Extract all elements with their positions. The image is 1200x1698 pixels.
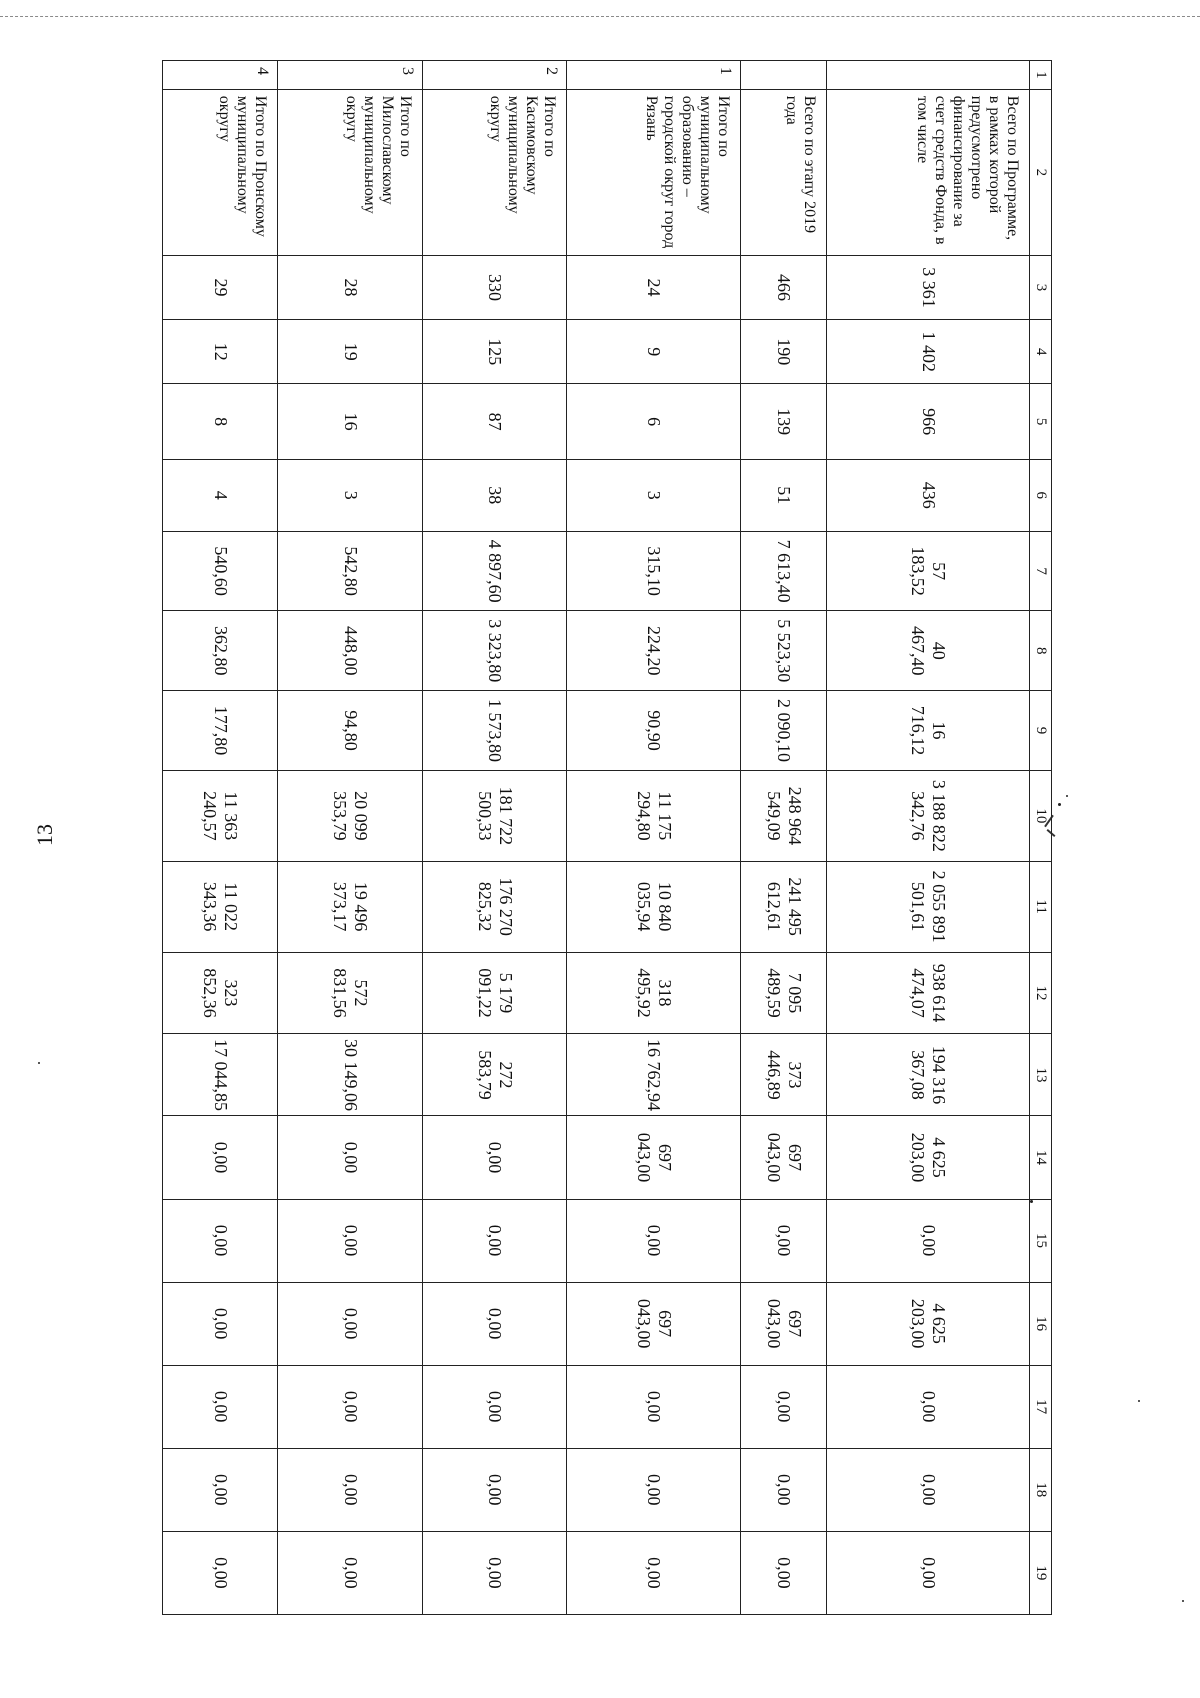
value-cell: 8	[163, 384, 278, 459]
value-cell: 0,00	[163, 1282, 278, 1365]
value-cell: 323 852,36	[163, 952, 278, 1034]
value-cell: 3	[278, 459, 423, 531]
value-cell: 0,00	[567, 1448, 741, 1531]
row-number-cell	[827, 61, 1030, 90]
value-cell: 17 044,85	[163, 1034, 278, 1116]
value-cell: 248 964 549,09	[741, 770, 827, 861]
value-cell: 540,60	[163, 531, 278, 611]
value-cell: 7 095 489,59	[741, 952, 827, 1034]
page-number: 13	[32, 824, 57, 846]
value-cell: 0,00	[278, 1365, 423, 1448]
column-number: 9	[1030, 691, 1052, 771]
value-cell: 38	[422, 459, 567, 531]
scan-speck	[1138, 1400, 1140, 1402]
value-cell: 0,00	[741, 1531, 827, 1614]
value-cell: 0,00	[741, 1448, 827, 1531]
value-cell: 24	[567, 255, 741, 319]
value-cell: 0,00	[827, 1448, 1030, 1531]
value-cell: 697 043,00	[567, 1116, 741, 1199]
value-cell: 181 722 500,33	[422, 770, 567, 861]
value-cell: 2 055 891 501,61	[827, 861, 1030, 952]
value-cell: 90,90	[567, 691, 741, 771]
value-cell: 16 762,94	[567, 1034, 741, 1116]
value-cell: 0,00	[422, 1365, 567, 1448]
value-cell: 3	[567, 459, 741, 531]
value-cell: 330	[422, 255, 567, 319]
value-cell: 0,00	[422, 1116, 567, 1199]
row-name-cell: Итого по Пронскому муниципальному округу	[163, 89, 278, 255]
column-number: 15	[1030, 1199, 1052, 1282]
value-cell: 51	[741, 459, 827, 531]
row-number-cell: 3	[278, 61, 423, 90]
value-cell: 436	[827, 459, 1030, 531]
scan-speck	[38, 1062, 40, 1064]
value-cell: 0,00	[567, 1199, 741, 1282]
column-number: 11	[1030, 861, 1052, 952]
value-cell: 10 840 035,94	[567, 861, 741, 952]
value-cell: 0,00	[278, 1531, 423, 1614]
value-cell: 1 402	[827, 320, 1030, 384]
scan-speck	[1058, 803, 1061, 806]
column-number: 13	[1030, 1034, 1052, 1116]
value-cell: 272 583,79	[422, 1034, 567, 1116]
value-cell: 0,00	[422, 1531, 567, 1614]
value-cell: 11 363 240,57	[163, 770, 278, 861]
value-cell: 697 043,00	[741, 1116, 827, 1199]
value-cell: 966	[827, 384, 1030, 459]
value-cell: 0,00	[422, 1282, 567, 1365]
value-cell: 0,00	[827, 1199, 1030, 1282]
column-number: 19	[1030, 1531, 1052, 1614]
value-cell: 28	[278, 255, 423, 319]
program-funding-table	[162, 60, 1052, 1615]
value-cell: 362,80	[163, 611, 278, 691]
value-cell: 0,00	[278, 1448, 423, 1531]
value-cell: 4 897,60	[422, 531, 567, 611]
value-cell: 697 043,00	[567, 1282, 741, 1365]
value-cell: 11 175 294,80	[567, 770, 741, 861]
value-cell: 3 188 822 342,76	[827, 770, 1030, 861]
value-cell: 12	[163, 320, 278, 384]
value-cell: 9	[567, 320, 741, 384]
value-cell: 2 090,10	[741, 691, 827, 771]
value-cell: 16 716,12	[827, 691, 1030, 771]
column-number: 14	[1030, 1116, 1052, 1199]
table-row	[278, 61, 423, 1615]
value-cell: 373 446,89	[741, 1034, 827, 1116]
table-row	[741, 61, 827, 1615]
value-cell: 0,00	[422, 1199, 567, 1282]
column-number: 16	[1030, 1282, 1052, 1365]
row-name-cell: Всего по этапу 2019 года	[741, 89, 827, 255]
column-number: 6	[1030, 459, 1052, 531]
value-cell: 176 270 825,32	[422, 861, 567, 952]
column-number: 8	[1030, 611, 1052, 691]
column-number: 17	[1030, 1365, 1052, 1448]
value-cell: 0,00	[278, 1116, 423, 1199]
value-cell: 318 495,92	[567, 952, 741, 1034]
value-cell: 3 361	[827, 255, 1030, 319]
value-cell: 40 467,40	[827, 611, 1030, 691]
value-cell: 87	[422, 384, 567, 459]
value-cell: 0,00	[163, 1531, 278, 1614]
scan-edge-line	[0, 16, 1200, 17]
table-row	[422, 61, 567, 1615]
value-cell: 0,00	[422, 1448, 567, 1531]
value-cell: 19	[278, 320, 423, 384]
row-name-cell: Итого по муниципальному образованию – городской округ город Рязань	[567, 89, 741, 255]
value-cell: 194 316 367,08	[827, 1034, 1030, 1116]
value-cell: 139	[741, 384, 827, 459]
value-cell: 0,00	[741, 1365, 827, 1448]
row-number-cell: 4	[163, 61, 278, 90]
row-name-cell: Итого по Милославскому муниципальному округу	[278, 89, 423, 255]
table-row	[567, 61, 741, 1615]
row-number-cell: 2	[422, 61, 567, 90]
value-cell: 20 099 353,79	[278, 770, 423, 861]
value-cell: 7 613,40	[741, 531, 827, 611]
value-cell: 0,00	[741, 1199, 827, 1282]
value-cell: 30 149,06	[278, 1034, 423, 1116]
value-cell: 125	[422, 320, 567, 384]
table-body	[163, 61, 1030, 1615]
value-cell: 4 625 203,00	[827, 1282, 1030, 1365]
value-cell: 0,00	[163, 1448, 278, 1531]
value-cell: 224,20	[567, 611, 741, 691]
column-number: 12	[1030, 952, 1052, 1034]
column-number: 18	[1030, 1448, 1052, 1531]
value-cell: 1 573,80	[422, 691, 567, 771]
value-cell: 572 831,56	[278, 952, 423, 1034]
value-cell: 0,00	[163, 1116, 278, 1199]
value-cell: 57 183,52	[827, 531, 1030, 611]
value-cell: 466	[741, 255, 827, 319]
value-cell: 4	[163, 459, 278, 531]
row-number-cell	[741, 61, 827, 90]
value-cell: 938 614 474,07	[827, 952, 1030, 1034]
scan-speck	[1182, 1600, 1184, 1602]
table-row	[163, 61, 278, 1615]
value-cell: 190	[741, 320, 827, 384]
row-name-cell: Итого по Касимовскому муниципальному округу	[422, 89, 567, 255]
column-number: 10	[1030, 770, 1052, 861]
scan-speck	[1066, 795, 1068, 797]
value-cell: 0,00	[827, 1531, 1030, 1614]
value-cell: 177,80	[163, 691, 278, 771]
value-cell: 5 523,30	[741, 611, 827, 691]
value-cell: 0,00	[163, 1365, 278, 1448]
row-number-cell: 1	[567, 61, 741, 90]
rotated-table-container	[162, 60, 1052, 1615]
value-cell: 241 495 612,61	[741, 861, 827, 952]
value-cell: 0,00	[278, 1282, 423, 1365]
value-cell: 29	[163, 255, 278, 319]
value-cell: 6	[567, 384, 741, 459]
value-cell: 16	[278, 384, 423, 459]
value-cell: 315,10	[567, 531, 741, 611]
row-name-cell: Всего по Программе, в рамках которой предусмотрено финансирование за счет средств Фонда, в том числе	[827, 89, 1030, 255]
column-number: 5	[1030, 384, 1052, 459]
value-cell: 5 179 091,22	[422, 952, 567, 1034]
column-number-row	[1030, 61, 1052, 1615]
value-cell: 3 323,80	[422, 611, 567, 691]
value-cell: 697 043,00	[741, 1282, 827, 1365]
value-cell: 0,00	[163, 1199, 278, 1282]
table-row	[827, 61, 1030, 1615]
column-number: 2	[1030, 89, 1052, 255]
value-cell: 0,00	[278, 1199, 423, 1282]
value-cell: 11 022 343,36	[163, 861, 278, 952]
column-number: 3	[1030, 255, 1052, 319]
value-cell: 0,00	[827, 1365, 1030, 1448]
value-cell: 19 496 373,17	[278, 861, 423, 952]
value-cell: 448,00	[278, 611, 423, 691]
value-cell: 94,80	[278, 691, 423, 771]
column-number: 7	[1030, 531, 1052, 611]
value-cell: 4 625 203,00	[827, 1116, 1030, 1199]
column-number: 4	[1030, 320, 1052, 384]
value-cell: 0,00	[567, 1365, 741, 1448]
value-cell: 0,00	[567, 1531, 741, 1614]
value-cell: 542,80	[278, 531, 423, 611]
column-number: 1	[1030, 61, 1052, 90]
